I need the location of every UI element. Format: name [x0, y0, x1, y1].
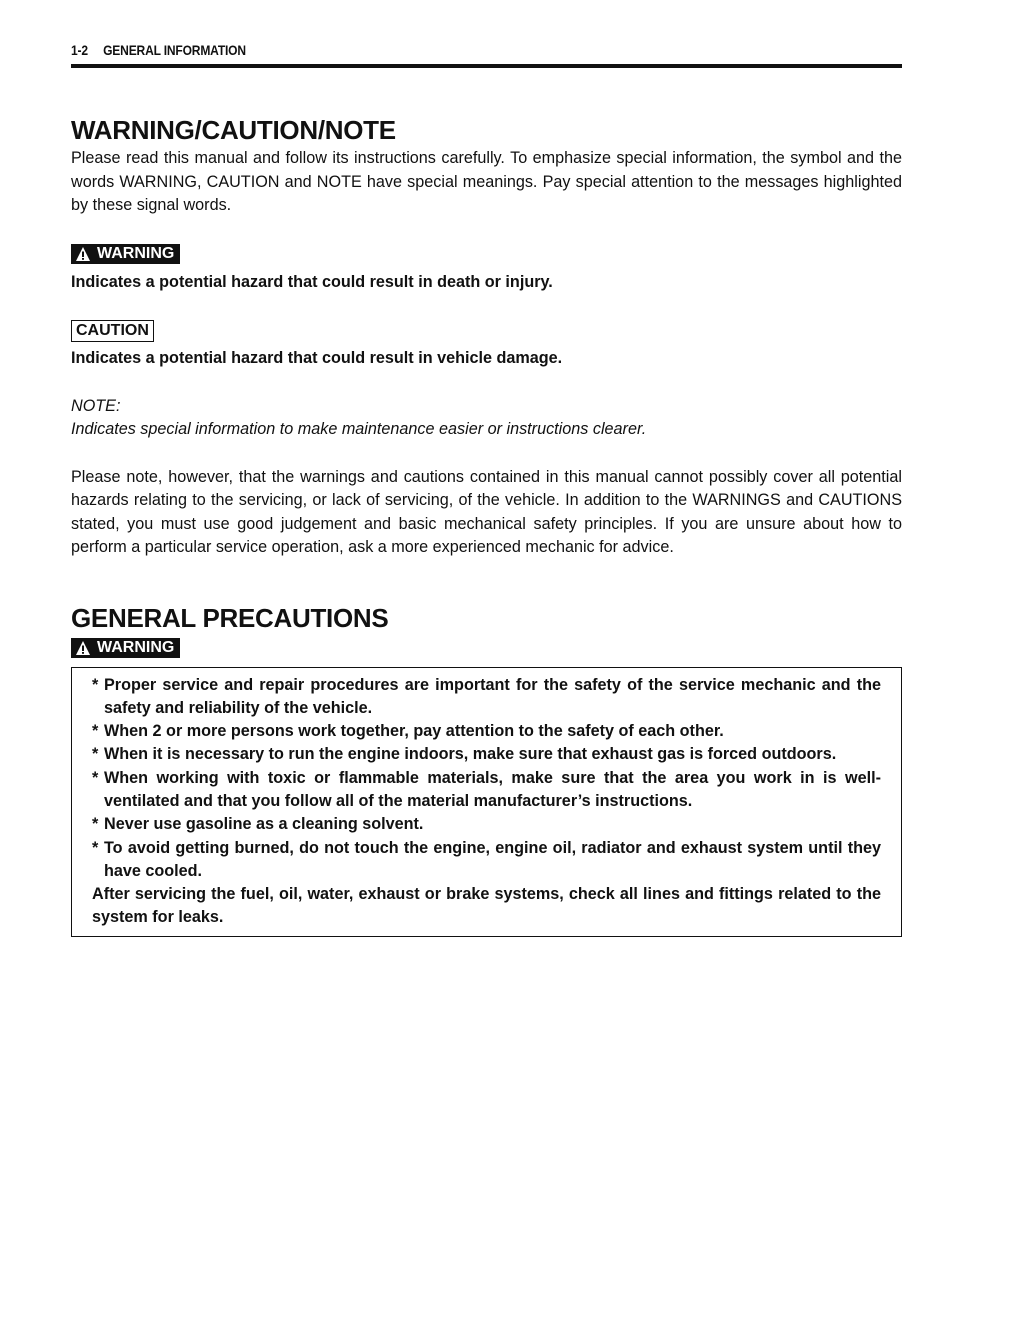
- page-header: [71, 42, 786, 58]
- precaution-item: * Proper service and repair procedures are important for the safety of the service mechanic and the safety and reliability of the vehicle.: [92, 674, 881, 721]
- caution-badge: CAUTION: [71, 320, 154, 342]
- intro-paragraph: Please read this manual and follow its instructions carefully. To emphasize special information, the symbol and the words WARNING, CAUTION and NOTE have special meanings. Pay special attention to the messages highlighted by these signal words.: [71, 149, 902, 214]
- note-label: NOTE:: [71, 396, 121, 415]
- warning-caution-note-heading: WARNING/CAUTION/NOTE: [71, 115, 396, 145]
- note-description: Indicates special information to make maintenance easier or instructions clearer.: [71, 420, 647, 438]
- section-title: GENERAL INFORMATION: [103, 42, 246, 58]
- page-number: 1-2: [71, 42, 88, 58]
- precautions-final-note: After servicing the fuel, oil, water, exhaust or brake systems, check all lines and fittings related to the system for leaks.: [92, 885, 881, 927]
- caution-description: Indicates a potential hazard that could result in vehicle damage.: [71, 349, 563, 367]
- precautions-warning-box: [71, 667, 902, 937]
- warning-description: Indicates a potential hazard that could result in death or injury.: [71, 272, 553, 291]
- general-precautions-heading: GENERAL PRECAUTIONS: [71, 602, 389, 633]
- precaution-item: * Never use gasoline as a cleaning solvent.: [92, 813, 881, 836]
- header-rule: [71, 64, 902, 68]
- warning-triangle-icon: [75, 640, 91, 656]
- warning-label: WARNING: [97, 638, 175, 656]
- precaution-item: * When it is necessary to run the engine indoors, make sure that exhaust gas is forced outdoors.: [92, 743, 881, 766]
- page-content: [71, 112, 902, 937]
- precautions-warning-badge: [71, 638, 180, 658]
- warning-triangle-icon: [75, 246, 91, 262]
- precaution-item: * When working with toxic or flammable materials, make sure that the area you work in is well-ventilated and that you follow all of the material manufacturer’s instructions.: [92, 767, 881, 814]
- warning-label: WARNING: [97, 244, 175, 262]
- warning-badge: [71, 244, 180, 264]
- precautions-list: [92, 674, 881, 884]
- precaution-item: * When 2 or more persons work together, pay attention to the safety of each other.: [92, 720, 881, 743]
- closing-paragraph: Please note, however, that the warnings and cautions contained in this manual cannot possibly cover all potential hazards relating to the servicing, or lack of servicing, of the vehicle. In addition to the WARNINGS and CAUTIONS stated, you must use good judgement and basic mechanical safety principles. If you are unsure about how to perform a particular service operation, ask a more experienced mechanic for advice.: [71, 467, 902, 556]
- precaution-item: * To avoid getting burned, do not touch the engine, engine oil, radiator and exhaust system until they have cooled.: [92, 837, 881, 884]
